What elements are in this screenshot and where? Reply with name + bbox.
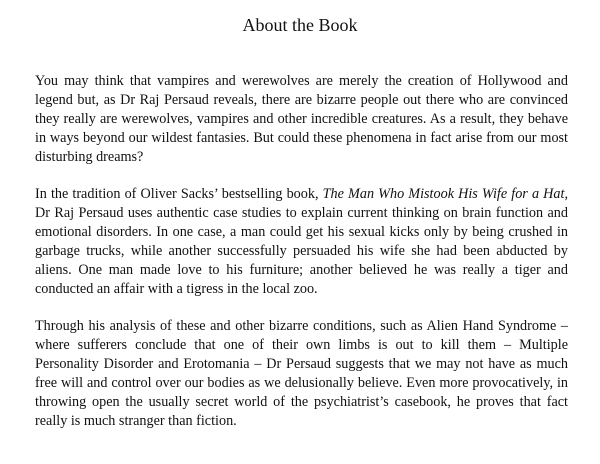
paragraph-2-text-start: In the tradition of Oliver Sacks’ bestselling book,: [35, 186, 323, 202]
book-title-reference: The Man Who Mistook His Wife for a Hat: [322, 186, 565, 202]
paragraph-2-text-end: , Dr Raj Persaud uses authentic case studies to explain current thinking on brain function and emotional disorders. In one case, a man could get his sexual kicks only by being crushed in garbage trucks, while another successfully persuaded his wife she had been abducted by aliens. One man made love to his furniture; another believed he was really a tiger and conducted an affair with a tigress in the local zoo.: [35, 186, 568, 297]
paragraph-1: [35, 72, 568, 167]
paragraph-2: [35, 185, 568, 299]
paragraph-3-text: Through his analysis of these and other bizarre conditions, such as Alien Hand Syndrome – where sufferers conclude that one of their own limbs is out to kill them – Multiple Personality Disorder and Erotomania – Dr Persaud suggests that we may not have as much free will and control over our bodies as we delusionally believe. Even more provocatively, in throwing open the usually secret world of the psychiatrist’s casebook, he proves that fact really is much stranger than fiction.: [35, 318, 568, 429]
paragraph-1-text: You may think that vampires and werewolves are merely the creation of Hollywood and legend but, as Dr Raj Persaud reveals, there are bizarre people out there who are convinced they really are werewolves, vampires and other incredible creatures. As a result, they behave in ways beyond our wildest fantasies. But could these phenomena in fact arise from our most disturbing dreams?: [35, 73, 568, 165]
page-title: About the Book: [242, 15, 358, 35]
paragraph-3: [35, 317, 568, 431]
book-description: [35, 72, 568, 431]
